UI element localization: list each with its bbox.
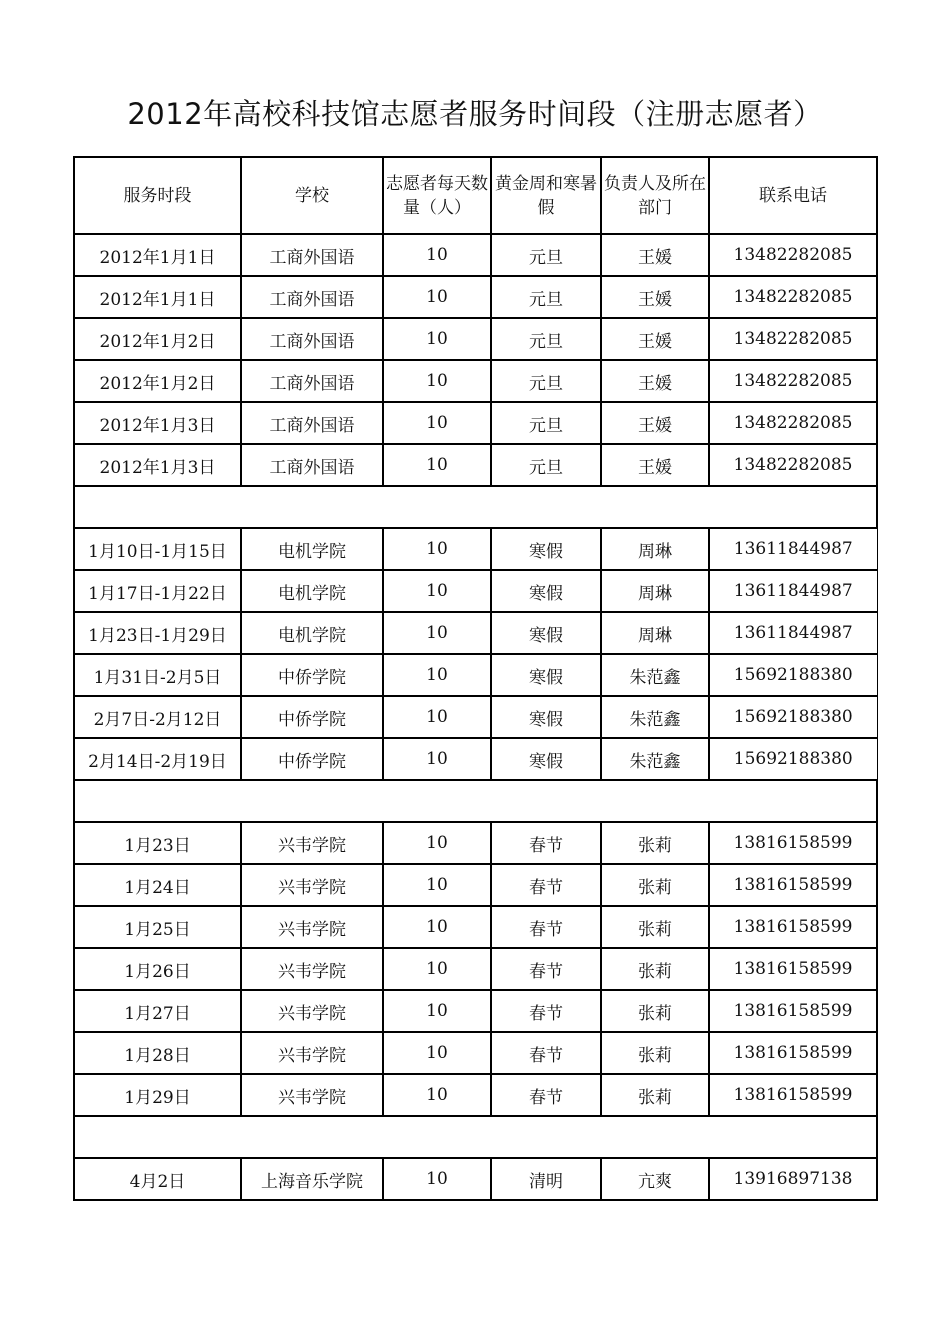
- cell-daily-volunteers: 10: [383, 990, 491, 1032]
- cell-school: 工商外国语: [241, 444, 383, 486]
- cell-service-period: 1月24日: [74, 864, 241, 906]
- cell-contact-person: 朱范鑫: [601, 738, 709, 780]
- cell-holiday: 元旦: [491, 276, 601, 318]
- cell-contact-person: 王媛: [601, 444, 709, 486]
- cell-service-period: 1月25日: [74, 906, 241, 948]
- cell-phone: 13611844987: [709, 612, 877, 654]
- cell-phone: 13482282085: [709, 318, 877, 360]
- cell-phone: 13816158599: [709, 990, 877, 1032]
- cell-school: 中侨学院: [241, 654, 383, 696]
- table-row: [74, 864, 877, 906]
- cell-school: 上海音乐学院: [241, 1158, 383, 1200]
- table-row: [74, 1032, 877, 1074]
- cell-school: 电机学院: [241, 570, 383, 612]
- cell-contact-person: 周琳: [601, 528, 709, 570]
- cell-phone: 13482282085: [709, 444, 877, 486]
- cell-daily-volunteers: 10: [383, 1074, 491, 1116]
- cell-holiday: 春节: [491, 948, 601, 990]
- cell-holiday: 春节: [491, 1032, 601, 1074]
- cell-holiday: 春节: [491, 864, 601, 906]
- cell-contact-person: 张莉: [601, 822, 709, 864]
- header-daily-volunteers: 志愿者每天数量（人）: [383, 157, 491, 234]
- cell-school: 电机学院: [241, 612, 383, 654]
- cell-phone: 15692188380: [709, 696, 877, 738]
- cell-holiday: 寒假: [491, 696, 601, 738]
- cell-school: 兴韦学院: [241, 990, 383, 1032]
- cell-phone: 13916897138: [709, 1158, 877, 1200]
- table-row: [74, 444, 877, 486]
- cell-service-period: 2012年1月3日: [74, 444, 241, 486]
- cell-service-period: 1月29日: [74, 1074, 241, 1116]
- cell-phone: 13816158599: [709, 1074, 877, 1116]
- cell-service-period: 2012年1月2日: [74, 360, 241, 402]
- cell-holiday: 元旦: [491, 444, 601, 486]
- cell-school: 兴韦学院: [241, 906, 383, 948]
- cell-phone: 13816158599: [709, 864, 877, 906]
- cell-daily-volunteers: 10: [383, 528, 491, 570]
- cell-school: 工商外国语: [241, 318, 383, 360]
- cell-daily-volunteers: 10: [383, 654, 491, 696]
- cell-phone: 13482282085: [709, 402, 877, 444]
- cell-phone: 13482282085: [709, 276, 877, 318]
- cell-daily-volunteers: 10: [383, 1158, 491, 1200]
- header-holiday: 黄金周和寒暑假: [491, 157, 601, 234]
- table-row: [74, 234, 877, 276]
- table-row: [74, 654, 877, 696]
- cell-contact-person: 王媛: [601, 234, 709, 276]
- table-row: [74, 1158, 877, 1200]
- page-title: 2012年高校科技馆志愿者服务时间段（注册志愿者）: [127, 97, 823, 131]
- cell-daily-volunteers: 10: [383, 234, 491, 276]
- cell-service-period: 1月23日-1月29日: [74, 612, 241, 654]
- cell-contact-person: 王媛: [601, 276, 709, 318]
- table-row: [74, 990, 877, 1032]
- table-header-row: [74, 157, 877, 234]
- table-row: [74, 570, 877, 612]
- cell-service-period: 1月17日-1月22日: [74, 570, 241, 612]
- cell-phone: 13816158599: [709, 948, 877, 990]
- cell-service-period: 2月7日-2月12日: [74, 696, 241, 738]
- cell-contact-person: 张莉: [601, 1032, 709, 1074]
- cell-school: 兴韦学院: [241, 822, 383, 864]
- cell-service-period: 4月2日: [74, 1158, 241, 1200]
- cell-contact-person: 张莉: [601, 1074, 709, 1116]
- cell-contact-person: 周琳: [601, 570, 709, 612]
- cell-phone: 13611844987: [709, 528, 877, 570]
- cell-service-period: 1月23日: [74, 822, 241, 864]
- cell-contact-person: 朱范鑫: [601, 654, 709, 696]
- cell-holiday: 寒假: [491, 570, 601, 612]
- cell-service-period: 2月14日-2月19日: [74, 738, 241, 780]
- cell-school: 兴韦学院: [241, 1074, 383, 1116]
- cell-school: 工商外国语: [241, 276, 383, 318]
- cell-daily-volunteers: 10: [383, 948, 491, 990]
- cell-school: 兴韦学院: [241, 1032, 383, 1074]
- cell-holiday: 寒假: [491, 738, 601, 780]
- cell-daily-volunteers: 10: [383, 822, 491, 864]
- cell-contact-person: 周琳: [601, 612, 709, 654]
- header-service-period: 服务时段: [74, 157, 241, 234]
- cell-daily-volunteers: 10: [383, 570, 491, 612]
- cell-service-period: 2012年1月3日: [74, 402, 241, 444]
- cell-contact-person: 王媛: [601, 318, 709, 360]
- cell-daily-volunteers: 10: [383, 360, 491, 402]
- cell-contact-person: 张莉: [601, 990, 709, 1032]
- cell-school: 工商外国语: [241, 360, 383, 402]
- table-row: [74, 1074, 877, 1116]
- group-separator-row: [74, 1116, 877, 1158]
- cell-contact-person: 张莉: [601, 906, 709, 948]
- cell-contact-person: 亢爽: [601, 1158, 709, 1200]
- cell-holiday: 春节: [491, 990, 601, 1032]
- cell-daily-volunteers: 10: [383, 1032, 491, 1074]
- cell-service-period: 2012年1月1日: [74, 276, 241, 318]
- cell-holiday: 寒假: [491, 654, 601, 696]
- cell-service-period: 1月26日: [74, 948, 241, 990]
- cell-daily-volunteers: 10: [383, 276, 491, 318]
- table-row: [74, 318, 877, 360]
- cell-school: 兴韦学院: [241, 948, 383, 990]
- schedule-table: [73, 156, 878, 1201]
- cell-daily-volunteers: 10: [383, 318, 491, 360]
- cell-school: 中侨学院: [241, 738, 383, 780]
- cell-holiday: 元旦: [491, 360, 601, 402]
- cell-contact-person: 王媛: [601, 402, 709, 444]
- table-row: [74, 612, 877, 654]
- cell-phone: 13816158599: [709, 906, 877, 948]
- cell-phone: 13816158599: [709, 822, 877, 864]
- table-row: [74, 696, 877, 738]
- cell-contact-person: 张莉: [601, 948, 709, 990]
- cell-holiday: 元旦: [491, 402, 601, 444]
- cell-school: 兴韦学院: [241, 864, 383, 906]
- cell-phone: 15692188380: [709, 738, 877, 780]
- cell-daily-volunteers: 10: [383, 906, 491, 948]
- cell-service-period: 2012年1月1日: [74, 234, 241, 276]
- cell-holiday: 寒假: [491, 612, 601, 654]
- header-phone: 联系电话: [709, 157, 877, 234]
- cell-phone: 13482282085: [709, 360, 877, 402]
- table-row: [74, 906, 877, 948]
- cell-service-period: 1月31日-2月5日: [74, 654, 241, 696]
- group-separator-row: [74, 780, 877, 822]
- cell-daily-volunteers: 10: [383, 738, 491, 780]
- table-row: [74, 528, 877, 570]
- cell-school: 电机学院: [241, 528, 383, 570]
- header-school: 学校: [241, 157, 383, 234]
- group-separator-row: [74, 486, 877, 528]
- separator-cell: [74, 486, 877, 528]
- header-contact-person: 负责人及所在部门: [601, 157, 709, 234]
- cell-daily-volunteers: 10: [383, 402, 491, 444]
- cell-holiday: 元旦: [491, 318, 601, 360]
- cell-holiday: 寒假: [491, 528, 601, 570]
- cell-phone: 15692188380: [709, 654, 877, 696]
- cell-contact-person: 朱范鑫: [601, 696, 709, 738]
- cell-contact-person: 张莉: [601, 864, 709, 906]
- cell-daily-volunteers: 10: [383, 864, 491, 906]
- separator-cell: [74, 1116, 877, 1158]
- cell-service-period: 1月27日: [74, 990, 241, 1032]
- table-row: [74, 948, 877, 990]
- cell-school: 工商外国语: [241, 234, 383, 276]
- cell-school: 中侨学院: [241, 696, 383, 738]
- cell-holiday: 元旦: [491, 234, 601, 276]
- cell-phone: 13482282085: [709, 234, 877, 276]
- separator-cell: [74, 780, 877, 822]
- cell-holiday: 清明: [491, 1158, 601, 1200]
- cell-daily-volunteers: 10: [383, 696, 491, 738]
- cell-daily-volunteers: 10: [383, 444, 491, 486]
- cell-service-period: 2012年1月2日: [74, 318, 241, 360]
- table-row: [74, 276, 877, 318]
- cell-school: 工商外国语: [241, 402, 383, 444]
- cell-daily-volunteers: 10: [383, 612, 491, 654]
- table-row: [74, 360, 877, 402]
- table-row: [74, 738, 877, 780]
- cell-holiday: 春节: [491, 822, 601, 864]
- cell-holiday: 春节: [491, 906, 601, 948]
- cell-holiday: 春节: [491, 1074, 601, 1116]
- cell-service-period: 1月28日: [74, 1032, 241, 1074]
- cell-contact-person: 王媛: [601, 360, 709, 402]
- cell-phone: 13816158599: [709, 1032, 877, 1074]
- table-row: [74, 822, 877, 864]
- cell-service-period: 1月10日-1月15日: [74, 528, 241, 570]
- table-row: [74, 402, 877, 444]
- cell-phone: 13611844987: [709, 570, 877, 612]
